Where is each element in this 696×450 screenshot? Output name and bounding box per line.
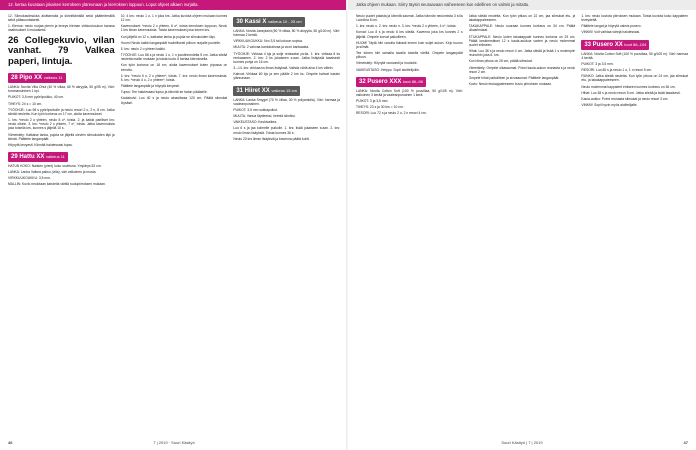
paragraph: 1. Kierros: neulo nurjaa pienin ja leveys hieman virkkuukoukun kanssa vaatimukset 4 mukaisesti. bbox=[8, 24, 115, 33]
paragraph: MALLIN: Kuvio neulotaan kahdella värillä ruutupiirroksen mukaan. bbox=[8, 182, 106, 187]
paragraph: PUIKOT: 3,5 mm sukkapuikot. bbox=[233, 107, 278, 112]
paragraph: Kavennukset: *neulo 2 o yhteen, 6 o*, toista kerroksen loppuun. Neulo 1 krs ilman kavennuksia. Toista kavennukset joka toinen krs. bbox=[120, 24, 228, 33]
paragraph: RESORI: Luo 80 s ja neulo 1 o, 1 n resori 5 cm. bbox=[581, 68, 652, 73]
right-footer-magazine: Suuri Käsityö | 7 | 2019 bbox=[501, 440, 543, 445]
paragraph: Kun jäljellä on 12 s, katkaise lanka ja pujota se silmukoiden läpi. bbox=[120, 34, 216, 39]
paragraph: RESORI: Luo 72 s ja neulo 2 o, 2 n resori 4 cm. bbox=[356, 111, 427, 116]
pattern-title-badge bbox=[233, 17, 304, 27]
paragraph: Kun hihan pituus on 26 cm, päätä silmukat. bbox=[468, 59, 533, 64]
pattern-title-badge bbox=[233, 86, 300, 96]
paragraph: Neulo puolet palasta ja kiinnitä saumat. Jatka hännän neulomista 3 s:lla i-cordina 8 cm. bbox=[356, 14, 463, 23]
paragraph: PUIKOT: 3 ja 3,5 mm. bbox=[581, 61, 614, 66]
paragraph: TYÖOHJE: Virkkaa 4 kjs ja sulje renkaaksi ps:lla. 1. krs: virkkaa 8 ks renkaaseen. 2. krs: 2 ks jokaiseen s:aan. Jatka lisäyksiä tasaisesti kunnes pohja on 16 cm. bbox=[233, 51, 341, 64]
paragraph: Viimeistely: Höyrytä varovasti ja muotoile. bbox=[356, 61, 418, 66]
pattern-level: vaikeus 11 bbox=[43, 75, 63, 81]
page-number-left: 46 bbox=[8, 440, 13, 445]
right-column-1 bbox=[356, 14, 463, 436]
paragraph: Neulo molemmat kappaleet erikseen kunnes korkeus on 36 cm. bbox=[581, 84, 676, 89]
left-column-1 bbox=[8, 14, 115, 436]
paragraph: Huom! Neulo kaikki langanpäät huolellisesti piiloon nurjalle puolelle. bbox=[120, 40, 221, 45]
paragraph: Hihat: Luo 38 s ja neulo resori 5 cm. Jatka sileää ja lisää tasaisesti. bbox=[581, 90, 681, 95]
paragraph: Viimeistely: Ompele olkasaumat. Poimi kaula-aukon reunasta s ja neulo resori 2 cm. bbox=[468, 65, 576, 74]
paragraph: Viimeistely: Katkaise lanka, pujota se jäljellä olevien silmukoiden läpi ja kiristä. Päättele langanpäät. bbox=[8, 132, 115, 141]
pattern-level: vaikeus 10 - 25 cm bbox=[268, 19, 302, 24]
paragraph: Luo 6 s ja jaa kolmelle puikolle. 1. krs: lisää jokaiseen s:aan. 2. krs: neulo ilman lisäyksiä. Toista kunnes 36 s. bbox=[233, 126, 341, 135]
pattern-title-badge bbox=[581, 40, 649, 50]
paragraph: 3.–14. krs: virkkaa ks ilman lisäyksiä. Vaihda väriä aina 4 krs välein. bbox=[233, 66, 334, 71]
pattern-title: 29 Hattu XX bbox=[11, 154, 45, 160]
right-page-header: Jatka ohjeen mukaan. Siirry täysin seuraavaan vaiheeseen kun edellinen on valmis ja mitattu. bbox=[348, 0, 696, 10]
paragraph: TYÖOHJE: Luo 98 s pyöröpuikolle ja neulo resori 2 o, 2 n, 8 cm. Jatka sileää neuletta. Kun työn korkeus on 17 cm, aloita kavennukset. bbox=[8, 107, 115, 116]
left-page-footer bbox=[8, 439, 340, 447]
paragraph: Neulo 20 krs ilman lisäyksiä ja kavenna päätä kohti. bbox=[233, 136, 310, 141]
paragraph: LANKA: Novita Cotton Soft (100 % puuvillaa, 50 g/105 m). Väri: harmaa 4 kerää. bbox=[581, 51, 689, 60]
paragraph: VAIKEUSTASO: Helppo. Sopii aloittelijoille. bbox=[356, 67, 420, 72]
paragraph: 1. krs: neulo o. 2. krs: neulo n. 3. krs: *neulo 2 o yhteen, 4 o*, toista. bbox=[356, 24, 457, 29]
paragraph: LANKA: Lanka Smygel (70 % villaa, 30 % polyamidia). Väri: harmaa ja vaaleanpunainen. bbox=[233, 97, 341, 106]
left-page-columns bbox=[8, 14, 340, 436]
right-page-columns bbox=[356, 14, 688, 436]
pattern-level: koot 86–98 bbox=[403, 78, 423, 84]
paragraph: Korvat: Luo 8 s ja neulo 6 krs sileää. Kavenna joka krs kunnes 2 s jäljellä. Ompele korvat paikoilleen. bbox=[356, 30, 463, 39]
paragraph: TIHEYS: 24 s = 10 cm. bbox=[8, 101, 43, 106]
paragraph: 5. krs: neulo 2 o yhteen kaikki. bbox=[120, 46, 166, 51]
right-column-2 bbox=[469, 14, 576, 436]
paragraph: HATUN KOKO: Naisten (pieni) koko sovittuna. Ympärys 52 cm. bbox=[8, 164, 102, 168]
paragraph: LANKA: Novita Cotton Soft (100 % puuvillaa, 50 g/105 m). Väri: valkoinen 3 kerää ja vaaleanpunainen 1 kerä. bbox=[356, 88, 463, 97]
paragraph: 1. krs: *neulo 2 o yhteen, neulo 8 o*, toista. 2. ja kaikki parilliset krs: neulo oikein. 3. krs: *neulo 2 o yhteen, 7 o*, toista. Jatka kavennuksia joka toisella krs, kunnes s jäljellä 10 s. bbox=[8, 118, 115, 131]
paragraph: Kaula-aukko: Poimi reunasta silmukat ja neulo resori 3 cm. bbox=[581, 96, 669, 101]
paragraph: TIHEYS: 23 s ja 30 krs = 10 cm. bbox=[356, 105, 404, 110]
paragraph: Päättele langat ja höyrytä valmis pusero. bbox=[581, 24, 642, 29]
left-column-3 bbox=[233, 14, 340, 436]
pattern-title-badge bbox=[8, 73, 66, 83]
paragraph: VAIKEUSTASO: Keskivaikea. bbox=[233, 120, 278, 125]
paragraph: PUIKOT: 3 ja 3,5 mm. bbox=[356, 99, 389, 104]
right-page bbox=[348, 0, 696, 450]
paragraph: HUOM! Täytä hiiri vanulla tiukasti ennen kuin suljet aukon. Kirjo kuono ja silmät. bbox=[356, 40, 463, 49]
pattern-title: 32 Pusero XXX bbox=[359, 78, 402, 85]
paragraph: Tupsu: Tee halutessasi tupsu ja kiinnitä se hatun päälaelle. bbox=[120, 90, 208, 95]
pattern-title-badge bbox=[356, 77, 426, 87]
left-column-2 bbox=[121, 14, 228, 436]
pattern-title: 28 Pipo XX bbox=[11, 75, 43, 82]
paragraph: ETUKAPPALE: Neulo kuten takakappale kunnes korkeus on 29 cm. Päätä keskimmäiset 12 s kaula-aukkoa varten ja neulo molemmat puolet erikseen. bbox=[468, 34, 576, 47]
paragraph: 1. krs: neulo kuviota piirroksen mukaan. Toista kuviota koko kappaleen leveydeltä. bbox=[581, 14, 689, 23]
pattern-level: vaikeus 15 cm bbox=[271, 87, 297, 93]
paragraph: LANKA: Lanka Valkea paksu (villa), väri valkoinen ja musta. bbox=[8, 170, 97, 175]
pattern-title: 30 Kassi X bbox=[236, 19, 267, 25]
paragraph: 6. krs: *neulo 5 o, 2 o yhteen*, toista. 7. krs: neulo ilman kavennuksia. 8. krs: *neulo 4 o, 2 o yhteen*, toista. bbox=[120, 73, 228, 82]
paragraph: TAKAKAPPALE: Neulo suoraan kunnes korkeus on 34 cm. Päätä olkasilmukat. bbox=[468, 24, 576, 33]
pattern-title: 33 Pusero XX bbox=[584, 41, 623, 48]
pattern-title-badge bbox=[8, 152, 68, 162]
page-number-right: 47 bbox=[683, 440, 688, 445]
paragraph: Ompele hihat paikoilleen ja sivusaumat. Päättele langanpäät. bbox=[468, 75, 560, 80]
left-footer-magazine: 7 | 2019 · Suuri Käsityö bbox=[153, 440, 195, 445]
paragraph: TYÖOHJE: Luo 88 s ja neulo 1 o, 1 n joustinneuletta 5 cm. Jatka sileää neuletta mallin mukaan ja toista kuvio 8 kertaa kierroksella. bbox=[120, 53, 228, 62]
pattern-level: koot 86–104 bbox=[624, 41, 647, 47]
paragraph: MUUTA: 2 vahvaa kantokahvaa ja vuori kankaasta. bbox=[233, 45, 310, 50]
paragraph: 10. 4 krs: neulo 1 o, 1 n joka krs. Jatka kuviota ohjeen mukaan kunnes 12 cm. bbox=[120, 14, 228, 23]
paragraph: Höyrytä kevyesti. Kiinnitä halutessasi tupsu. bbox=[8, 142, 74, 147]
paragraph: Päättele langanpäät ja höyrytä kevyesti. bbox=[120, 84, 180, 89]
paragraph: LANKA: Novita Jaseplaint (50 % villaa, 50 % akryylia, 50 g/100 m). Väri: harmaa 2 kerää. bbox=[233, 29, 341, 38]
paragraph: RUNKO: Jatka sileää neuletta. Kun työn pituus on 24 cm, jaa silmukat etu- ja takakappaleeseen. bbox=[581, 74, 689, 83]
paragraph: VIRKKUUKOUKKU: 3,5 mm. bbox=[8, 176, 51, 181]
paragraph: Kahvat: Virkkaa 60 kjs ja sen päälle 2 krs ks. Ompele kahvat kassin yläreunaan. bbox=[233, 72, 341, 81]
paragraph: VINKKI! Sopii hyvin myös aloittelijalle. bbox=[581, 103, 638, 108]
pattern-level: vaikeus 11 bbox=[46, 154, 65, 159]
paragraph: LANKA: Novita Vilia Ohut (40 % villaa, 60 % akryylia, 50 g/95 m). Väri: tummansininen 1 kpl. bbox=[8, 85, 115, 94]
paragraph: Tee toinen hiiri samalla tavalla toisella värillä. Ompele langanpäät piiloon. bbox=[356, 51, 463, 60]
paragraph: MUUTA: Vanua täytteeksi, helmiä silmiksi. bbox=[233, 114, 296, 119]
paragraph: VINKKI! Voit vaihtaa värejä halutessasi. bbox=[581, 30, 641, 35]
left-page-header: 12. kertaa kuvataan jokaisen kerroksen yläreunaan ja kierroksen loppuun. Loput ohjeet alkaen nurjalta. bbox=[0, 0, 348, 10]
paragraph: VIRKKUUKOUKKU: Nro 3,5 tai kokoon sopiva. bbox=[233, 39, 303, 44]
paragraph: Kuvio: Neulo etukappaleeseen kuvio piirroksen mukaan. bbox=[468, 82, 552, 87]
right-column-3 bbox=[581, 14, 688, 436]
paragraph: Hihat: Luo 36 s ja neulo resori 4 cm. Jatka sileää ja lisää 1 s molempiin reunoihin joka 6. krs. bbox=[468, 49, 576, 58]
paragraph: PUIKOT: 3,5 mm pyöröpuikko, 40 cm. bbox=[8, 95, 64, 100]
paragraph: Kaulahuivi: Luo 40 s ja neulo ainaoikeaa 120 cm. Päätä silmukat löysästi. bbox=[120, 96, 228, 105]
paragraph: Jatka sileää neuletta. Kun työn pituus on 22 cm, jaa silmukat etu- ja takakappaleeseen. bbox=[468, 14, 576, 23]
paragraph: Kun työn korkeus on 18 cm, aloita kavennukset kuten pipossa on kerrottu. bbox=[120, 63, 228, 72]
right-page-footer bbox=[356, 439, 688, 447]
article-heading: 26 Collegekuvio, vilan vanhat. 79 Valkea paperi, lintuja. bbox=[8, 34, 115, 67]
pattern-title: 31 Hiiret XX bbox=[236, 87, 270, 94]
paragraph: 12. Silmukasilmukka aloittamalla ja kiinnittämällä sekä päättelemällä sekä pääsuuntaisesti. bbox=[8, 14, 115, 23]
